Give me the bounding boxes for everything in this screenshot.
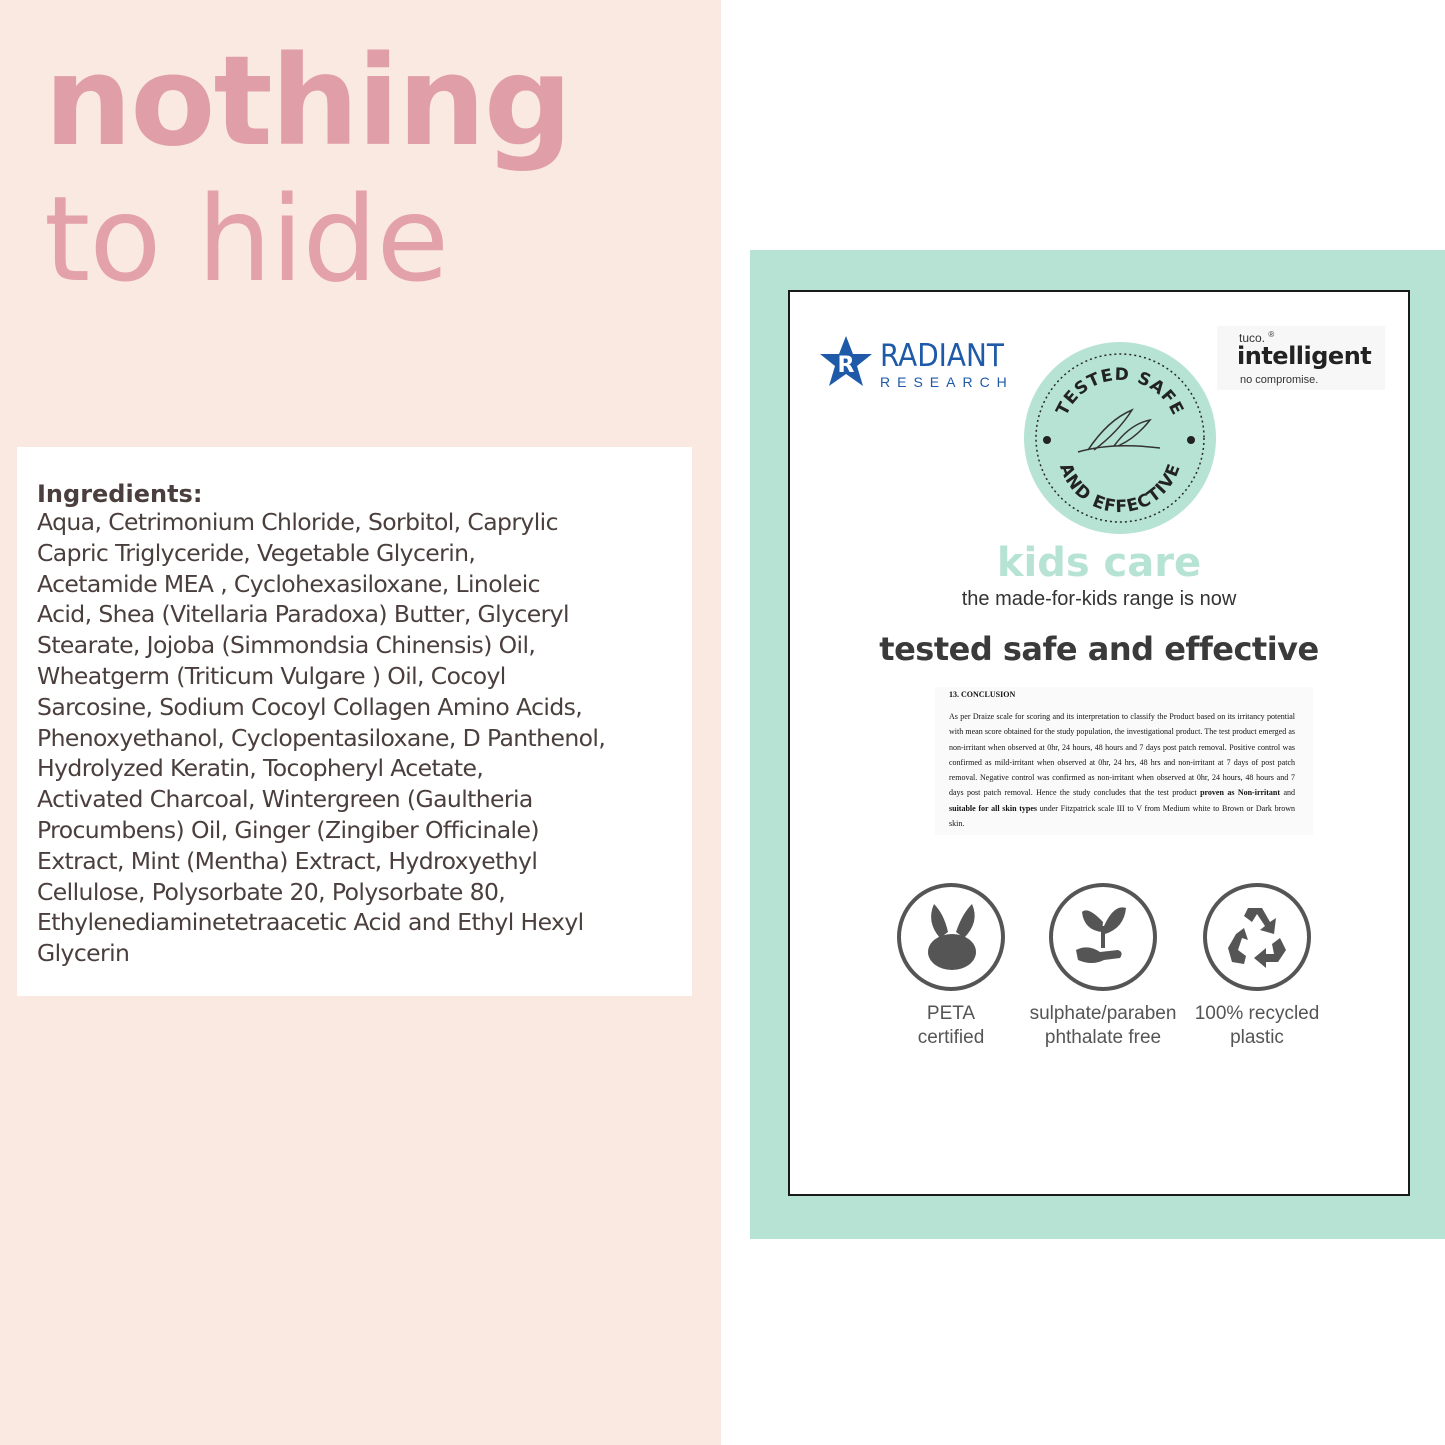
seal-bottom-text: AND EFFECTIVE <box>1055 460 1185 518</box>
made-for-kids-text: the made-for-kids range is now <box>961 588 1237 610</box>
ingredients-card <box>17 447 692 996</box>
badge-recycled <box>1182 882 1332 1050</box>
badge-label-peta: PETA certified <box>917 1003 985 1048</box>
headline-line-1: nothing <box>44 30 571 174</box>
ingredients-title: Ingredients: <box>37 480 203 508</box>
registered-mark: ® <box>1268 330 1275 339</box>
tuco-tagline: no compromise. <box>1240 374 1319 386</box>
badge-row <box>790 882 1408 1062</box>
badge-sulphate-free <box>1008 882 1198 1050</box>
study-conclusion <box>935 687 1313 835</box>
radiant-sub: RESEARCH <box>880 374 1014 390</box>
certificate-document <box>788 290 1410 1196</box>
tested-safe-seal <box>1022 340 1218 536</box>
plant-hand-icon <box>1048 882 1158 992</box>
conclusion-bold-2: suitable for all skin types <box>949 803 1038 813</box>
tuco-big-text: intelligent <box>1237 342 1372 370</box>
conclusion-bold-1: proven as Non-irritant <box>1200 788 1281 798</box>
conclusion-body: As per Draize scale for scoring and its interpretation to classify the Product based on its irritancy potential with mean score obtained for the study population, the investigational product. The test product emerged as non-irritant when observed at 0hr, 24 hours, 48 hours and 7 days post patch removal. Positive control was confirmed as mild-irritant when observed at 0hr, 24 hrs, 48 hrs and non-irritant at 7 days of post patch removal. Negative control was confirmed as non-irritant when observed at 0hr, 24 hours, 48 hours and 7 days post patch removal. Hence the study concludes that the test product proven as Non-irritant and suitable for all skin types under Fitzpatrick scale III to V from Medium white to Brown or Dark brown skin. <box>949 712 1296 829</box>
seal-top-text: TESTED SAFE <box>1052 364 1188 419</box>
left-panel <box>0 0 721 1445</box>
kids-care-title: kids care <box>996 540 1202 586</box>
badge-label-recycled: 100% recycled plastic <box>1194 1003 1320 1048</box>
tested-safe-heading: tested safe and effective <box>879 630 1319 668</box>
svg-text:R: R <box>837 353 855 378</box>
bunny-icon <box>896 882 1006 992</box>
ingredients-list: Aqua, Cetrimonium Chloride, Sorbitol, Caprylic Capric Triglyceride, Vegetable Glycerin, Acetamide MEA , Cyclohexasiloxane, Linoleic Acid, Shea (Vitellaria Paradoxa) Butter, Glyceryl Stearate, Jojoba (Simmondsia Chinensis) Oil, Wheatgerm (Triticum Vulgare ) Oil, Cocoyl Sarcosine, Sodium Cocoyl Collagen Amino Acids, Phenoxyethanol, Cyclopentasiloxane, D Panthenol, Hydrolyzed Keratin, Tocopheryl Acetate, Activated Charcoal, Wintergreen (Gaultheria Procumbens) Oil, Ginger (Zingiber Officinale) Extract, Mint (Mentha) Extract, Hydroxyethyl Cellulose, Polysorbate 20, Polysorbate 80, Ethylenediaminetetraacetic Acid and Ethyl Hexyl Glycerin <box>37 508 606 968</box>
conclusion-heading: 13. CONCLUSION <box>949 690 1016 699</box>
radiant-star-icon <box>818 334 874 390</box>
recycle-icon <box>1202 882 1312 992</box>
headline <box>44 30 571 308</box>
tuco-small-text: tuco. ® <box>1239 330 1275 345</box>
radiant-name: RADIANT <box>880 338 1004 374</box>
badge-label-sulphate: sulphate/paraben phthalate free <box>1029 1003 1177 1048</box>
tuco-logo <box>1217 326 1385 390</box>
badge-peta <box>887 882 1015 1050</box>
radiant-research-logo <box>818 334 1018 394</box>
headline-line-2: to hide <box>44 170 449 308</box>
